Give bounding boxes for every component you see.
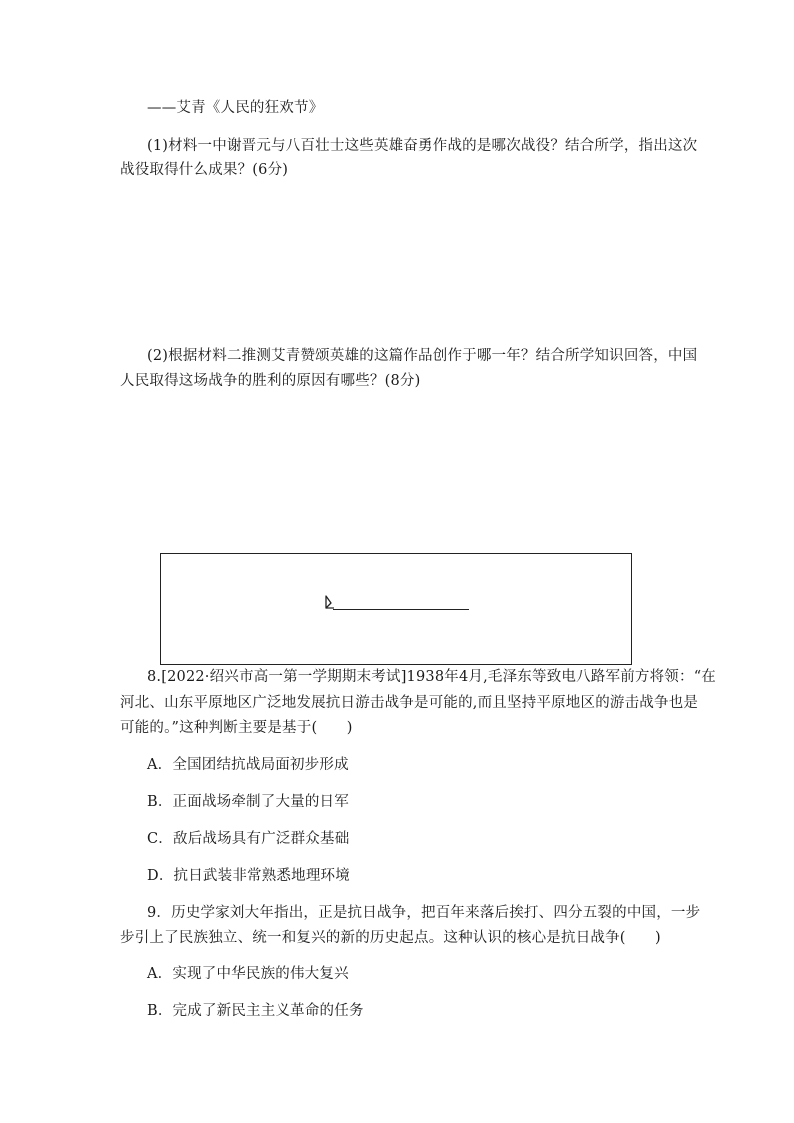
question-9-option-a: A．实现了中华民族的伟大复兴 xyxy=(147,966,349,982)
question-2-line-2: 人民取得这场战争的胜利的原因有哪些？(8分) xyxy=(120,373,421,389)
attribution-line: ——艾青《人民的狂欢节》 xyxy=(147,100,324,116)
question-8-line-1: 8.[2022·绍兴市高一第一学期期末考试]1938年4月,毛泽东等致电八路军前方将领：“在 xyxy=(147,669,717,685)
question-9-option-b: B．完成了新民主主义革命的任务 xyxy=(147,1003,364,1019)
question-1-line-1: (1)材料一中谢晋元与八百壮士这些英雄奋勇作战的是哪次战役？结合所学，指出这次 xyxy=(147,138,698,154)
answer-line xyxy=(333,609,469,610)
question-8-option-c: C．敌后战场具有广泛群众基础 xyxy=(147,831,350,847)
question-9-line-2: 步引上了民族独立、统一和复兴的新的历史起点。这种认识的核心是抗日战争( ) xyxy=(120,930,661,946)
question-8-option-d: D．抗日武装非常熟悉地理环境 xyxy=(147,868,350,884)
question-1-line-2: 战役取得什么成果？(6分) xyxy=(120,162,289,178)
question-8-line-2: 河北、山东平原地区广泛地发展抗日游击战争是可能的,而且坚持平原地区的游击战争也是 xyxy=(120,695,699,711)
question-8-line-3: 可能的。”这种判断主要是基于( ) xyxy=(120,720,353,736)
question-9-line-1: 9．历史学家刘大年指出，正是抗日战争，把百年来落后挨打、四分五裂的中国，一步 xyxy=(147,905,701,921)
question-2-line-1: (2)根据材料二推测艾青赞颂英雄的这篇作品创作于哪一年？结合所学知识回答，中国 xyxy=(147,348,698,364)
question-8-option-b: B．正面战场牵制了大量的日军 xyxy=(147,794,349,810)
question-8-option-a: A．全国团结抗战局面初步形成 xyxy=(147,757,349,773)
